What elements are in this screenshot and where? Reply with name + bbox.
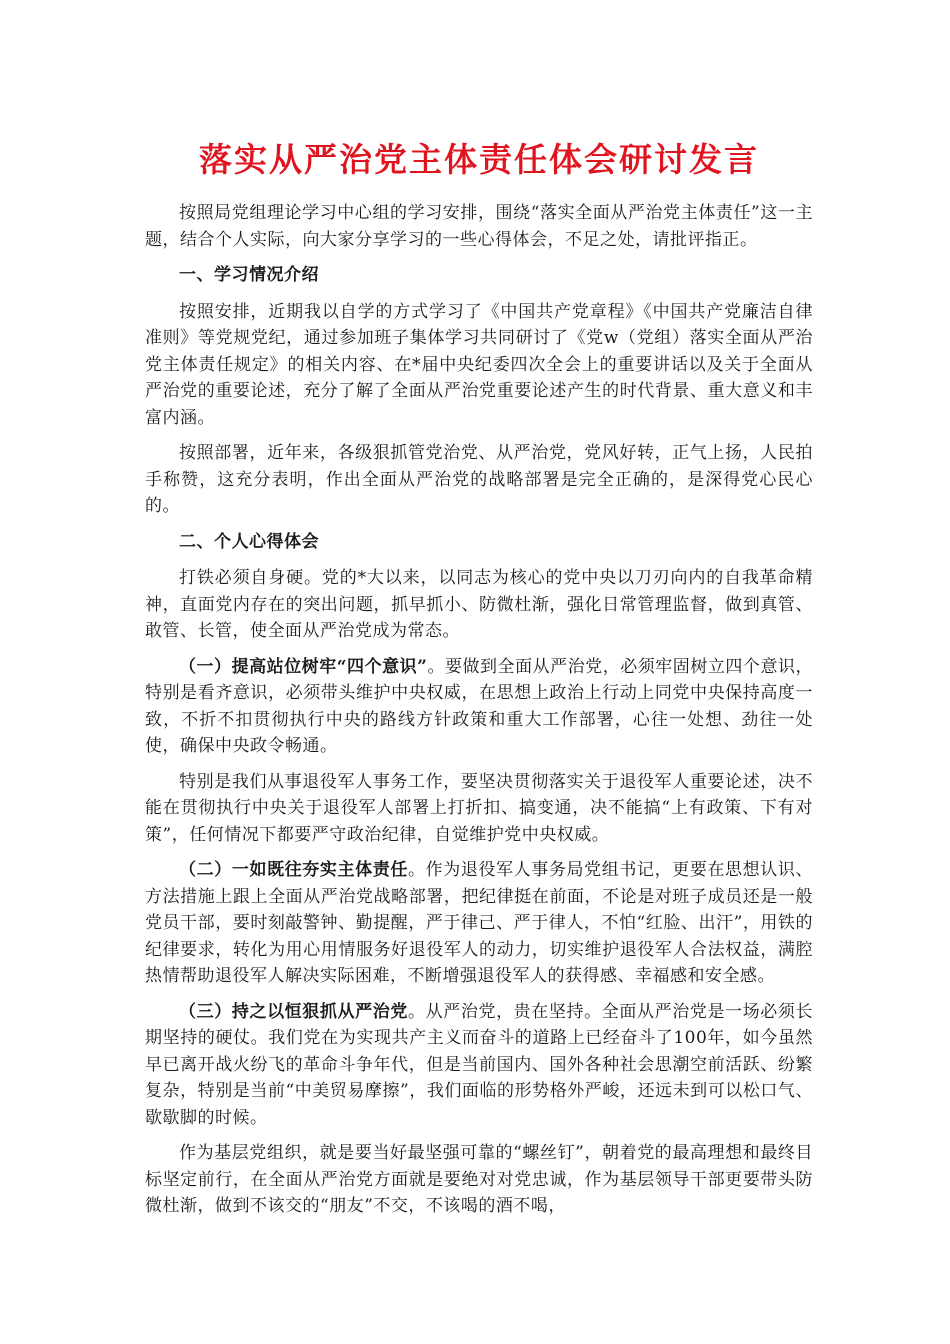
document-title: 落实从严治党主体责任体会研讨发言 <box>199 140 759 179</box>
point-1-paragraph <box>145 654 813 760</box>
point-2-paragraph <box>145 857 813 990</box>
point-3-followup-paragraph: 作为基层党组织，就是要当好最坚强可靠的“螺丝钉”，朝着党的最高理想和最终目标坚定前行，在全面从严治党方面就是要绝对对党忠诚，作为基层领导干部更要带头防微杜渐，做到不该交的“朋友”不交，不该喝的酒不喝， <box>145 1143 813 1216</box>
point-3-paragraph <box>145 999 813 1132</box>
section-heading-study: 一、学习情况介绍 <box>179 265 319 285</box>
document-page <box>145 138 813 1229</box>
point-1-lead: （一）提高站位树牢“四个意识” <box>179 656 428 677</box>
section-heading-experience: 二、个人心得体会 <box>179 531 319 552</box>
experience-paragraph-1: 打铁必须自身硬。党的*大以来，以同志为核心的党中央以刀刃向内的自我革命精神，直面党内存在的突出问题，抓早抓小、防微杜渐，强化日常管理监督，做到真管、敢管、长管，使全面从严治党成为常态。 <box>145 568 813 641</box>
point-2-lead: （二）一如既往夯实主体责任 <box>179 860 408 880</box>
point-2-body: 。作为退役军人事务局党组书记，更要在思想认识、方法措施上跟上全面从严治党战略部署，把纪律挺在前面，不论是对班子成员还是一般党员干部，要时刻敲警钟、勤提醒，严于律己、严于律人，不怕“红脸、出汗”，用铁的纪律要求，转化为用心用情服务好退役军人的动力，切实维护退役军人合法权益，满腔热情帮助退役军人解决实际困难，不断增强退役军人的获得感、幸福感和安全感。 <box>145 860 814 986</box>
intro-paragraph: 按照局党组理论学习中心组的学习安排，围绕“落实全面从严治党主体责任”这一主题，结合个人实际，向大家分享学习的一些心得体会，不足之处，请批评指正。 <box>145 203 813 250</box>
point-1-body: 。要做到全面从严治党，必须牢固树立四个意识，特别是看齐意识，必须带头维护中央权威，在思想上政治上行动上同党中央保持高度一致，不折不扣贯彻执行中央的路线方针政策和重大工作部署，心往一处想、劲往一处使，确保中央政令畅通。 <box>145 656 813 756</box>
point-1-followup-paragraph: 特别是我们从事退役军人事务工作，要坚决贯彻落实关于退役军人重要论述，决不能在贯彻执行中央关于退役军人部署上打折扣、搞变通，决不能搞“上有政策、下有对策”，任何情况下都要严守政治纪律，自觉维护党中央权威。 <box>145 771 813 845</box>
study-paragraph-2: 按照部署，近年来，各级狠抓管党治党、从严治党，党风好转，正气上扬，人民拍手称赞，这充分表明，作出全面从严治党的战略部署是完全正确的，是深得党心民心的。 <box>145 443 813 516</box>
point-3-body: 。从严治党，贵在坚持。全面从严治党是一场必须长期坚持的硬仗。我们党在为实现共产主义而奋斗的道路上已经奋斗了100年，如今虽然早已离开战火纷飞的革命斗争年代，但是当前国内、国外各种社会思潮空前活跃、纷繁复杂，特别是当前“中美贸易摩擦”，我们面临的形势格外严峻，还远未到可以松口气、歇歇脚的时候。 <box>145 1001 814 1128</box>
point-3-lead: （三）持之以恒狠抓从严治党 <box>179 1001 408 1022</box>
study-paragraph-1: 按照安排，近期我以自学的方式学习了《中国共产党章程》《中国共产党廉洁自律准则》等党规党纪，通过参加班子集体学习共同研讨了《党w（党组）落实全面从严治党主体责任规定》的相关内容、在*届中央纪委四次全会上的重要讲话以及关于全面从严治党的重要论述，充分了解了全面从严治党重要论述产生的时代背景、重大意义和丰富内涵。 <box>145 301 813 428</box>
